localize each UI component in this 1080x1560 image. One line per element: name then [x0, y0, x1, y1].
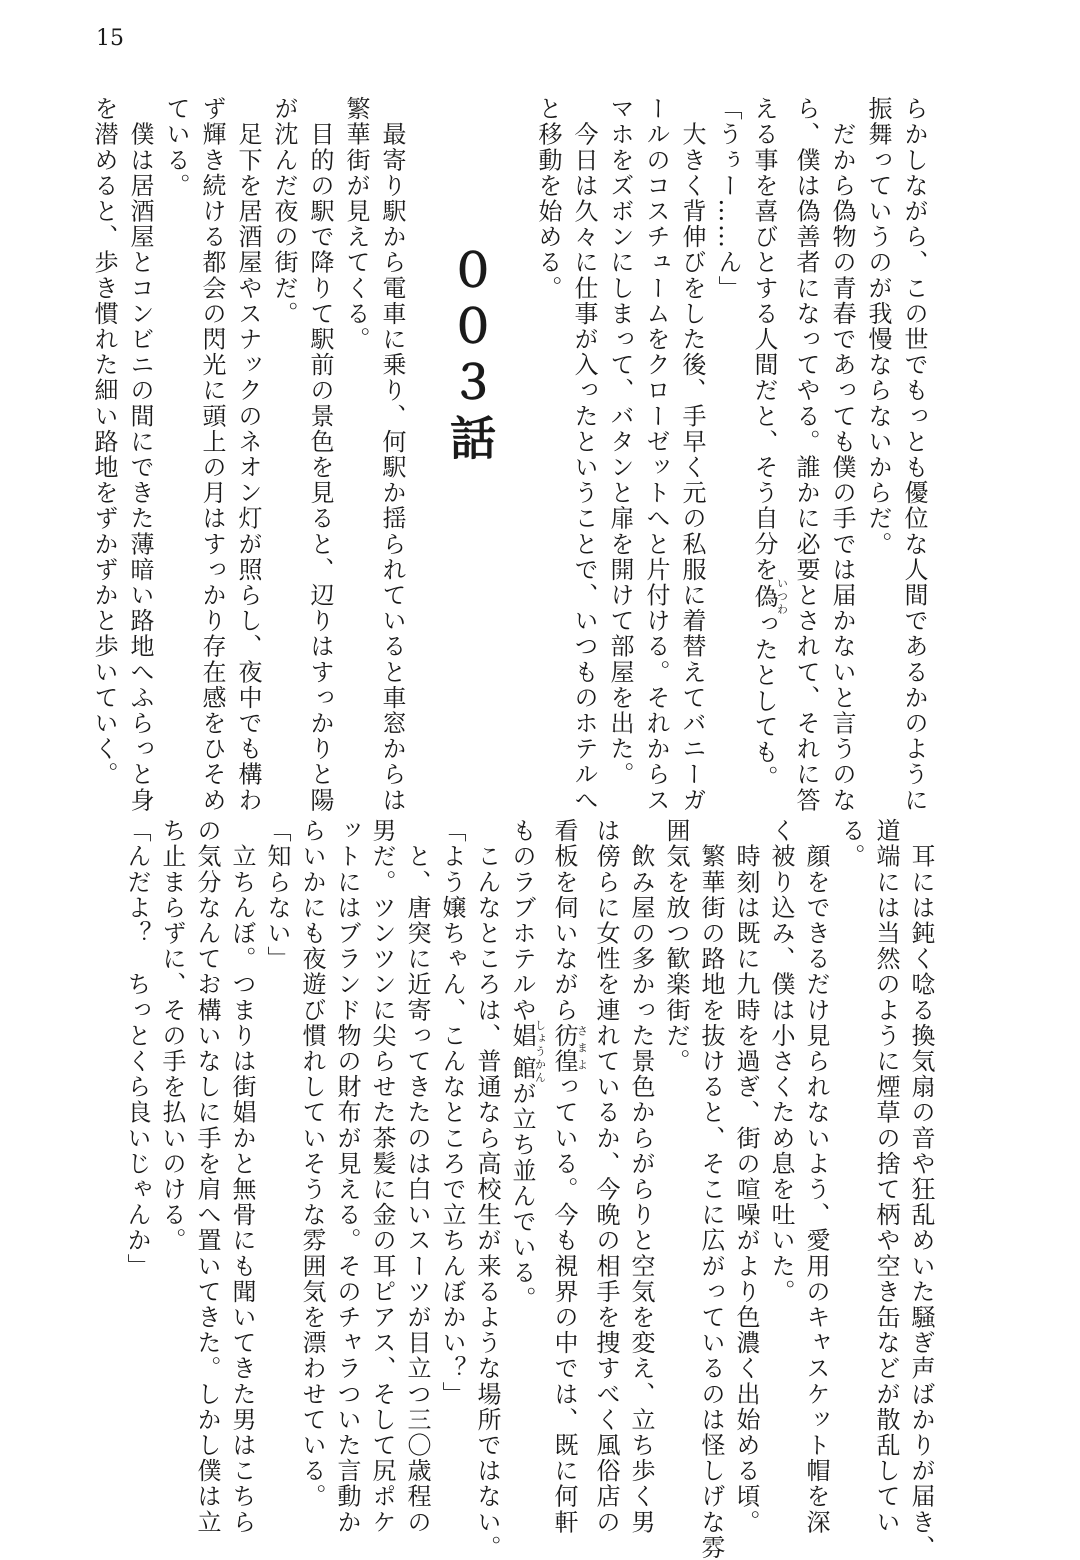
text-line: 「よう嬢ちゃん、こんなところで立ちんぼかい？」	[438, 818, 466, 1407]
upper-lines-after	[86, 96, 410, 813]
text-line: 囲気を放つ歓楽街だ。	[662, 818, 690, 1074]
text-line: ち止まらずに、その手を払いのける。	[158, 818, 186, 1254]
lower-text-block	[119, 818, 938, 1560]
text-line: と、唐突に近寄ってきたのは白いスーツが目立つ三〇歳程の	[403, 818, 431, 1535]
text-line: 道端には当然のように煙草の捨て柄や空き缶などが散乱してい	[872, 818, 900, 1535]
ruby-reading: いつわ	[775, 577, 789, 617]
ruby-reading: さまよ	[575, 1022, 589, 1075]
text-line	[746, 96, 789, 791]
line-text: ものラブホテルや	[508, 818, 536, 1023]
text-line	[546, 818, 589, 1535]
ruby-annotation	[750, 577, 789, 617]
text-line: 飲み屋の多かった景色からがらりと空気を変え、立ち歩く男	[627, 818, 655, 1535]
text-line: の気分なんてお構いなしに手を肩へ置いてきた。しかし僕は立	[193, 818, 221, 1535]
text-line	[504, 818, 546, 1528]
ruby-annotation	[550, 1022, 589, 1075]
text-line: 「知らない」	[263, 818, 291, 972]
chapter-title: ００３話	[443, 246, 497, 470]
text-line: は傍らに女性を連れているか、今晩の相手を捜すべく風俗店の	[592, 818, 620, 1535]
text-line: 時刻は既に九時を過ぎ、街の喧噪がより色濃く出始める頃。	[732, 818, 760, 1535]
text-line: 繁華街の路地を抜けると、そこに広がっているのは怪しげな雰	[697, 818, 725, 1560]
ruby-annotation	[508, 1019, 547, 1085]
text-line: 耳には鈍く唸る換気扇の音や狂乱めいた騒ぎ声ばかりが届き、	[907, 818, 935, 1560]
text-line: 「んだよ？ ちっとくら良いじゃんか」	[123, 818, 151, 1279]
line-text: ったとしても。	[750, 611, 778, 791]
ruby-base: 偽	[750, 577, 778, 617]
upper-lines-before	[530, 96, 932, 813]
text-line: ットにはブランド物の財布が見える。そのチャラついた言動か	[333, 818, 361, 1535]
ruby-base: 彷徨	[550, 1022, 578, 1075]
text-line: らいかにも夜遊び慣れしていそうな雰囲気を漂わせている。	[298, 818, 326, 1510]
upper-text-block	[86, 96, 932, 813]
text-line: ず輝き続ける都会の閃光に頭上の月はすっかり存在感をひそめ	[198, 96, 226, 813]
text-line: こんなところは、普通なら高校生が来るような場所ではない。	[473, 818, 501, 1560]
line-text: っている。今も視界の中では、既に何軒	[550, 1074, 578, 1535]
text-line: 顔をできるだけ見られないよう、愛用のキャスケット帽を深	[802, 818, 830, 1535]
lower-lines	[119, 818, 938, 1560]
text-line: 「うぅー……ん」	[714, 96, 742, 301]
text-line: 振舞っていうのが我慢ならないからだ。	[864, 96, 892, 557]
text-line: ら、僕は偽善者になってやる。誰かに必要とされて、それに答	[792, 96, 820, 813]
text-line: 立ちんぼ。つまりは街娼かと無骨にも聞いてきた男はこちら	[228, 818, 256, 1535]
text-line: らかしながら、この世でもっとも優位な人間であるかのように	[900, 96, 928, 813]
text-line: 足下を居酒屋やスナックのネオン灯が照らし、夜中でも構わ	[234, 96, 262, 813]
text-line: ている。	[162, 96, 190, 199]
text-line: が沈んだ夜の街だ。	[270, 96, 298, 327]
page-number: 15	[96, 26, 124, 51]
text-line: だから偽物の青春であっても僕の手では届かないと言うのな	[828, 96, 856, 813]
text-line: 最寄り駅から電車に乗り、何駅か揺られていると車窓からは	[378, 96, 406, 813]
text-line: 今日は久々に仕事が入ったということで、いつものホテルへ	[570, 96, 598, 813]
text-line: 男だ。ツンツンに尖らせた茶髪に金の耳ピアス、そして尻ポケ	[368, 818, 396, 1535]
text-line: 大きく背伸びをした後、手早く元の私服に着替えてバニーガ	[678, 96, 706, 813]
text-line: マホをズボンにしまって、バタンと扉を開けて部屋を出た。	[606, 96, 634, 788]
text-line: ールのコスチュームをクローゼットへと片付ける。それからス	[642, 96, 670, 813]
text-line: 僕は居酒屋とコンビニの間にできた薄暗い路地へふらっと身	[126, 96, 154, 813]
line-text: える事を喜びとする人間だと、そう自分を	[750, 96, 778, 583]
text-line: と移動を始める。	[534, 96, 562, 301]
text-line: 繁華街が見えてくる。	[342, 96, 370, 352]
ruby-reading: しょうかん	[533, 1019, 547, 1085]
text-line: く被り込み、僕は小さくため息を吐いた。	[767, 818, 795, 1305]
ruby-base: 娼館	[508, 1019, 536, 1085]
line-text: 看板を伺いながら	[550, 818, 578, 1023]
text-line: る。	[837, 818, 865, 870]
line-text: が立ち並んでいる。	[508, 1080, 536, 1312]
text-line: 目的の駅で降りて駅前の景色を見ると、辺りはすっかりと陽	[306, 96, 334, 813]
text-line: を潜めると、歩き慣れた細い路地をずかずかと歩いていく。	[90, 96, 118, 788]
